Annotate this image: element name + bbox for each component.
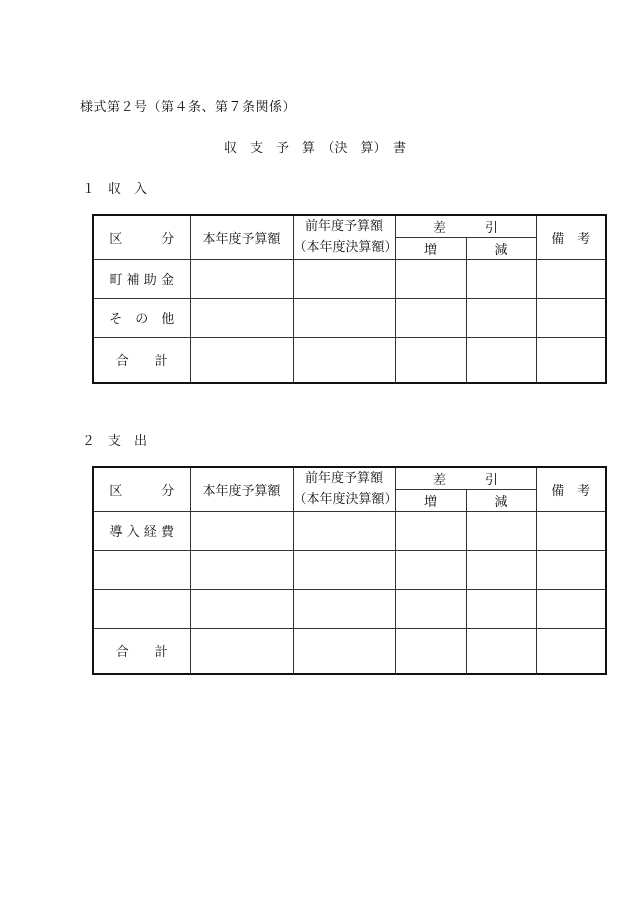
cell-remarks[interactable] (536, 550, 606, 589)
cell-decrease[interactable] (466, 550, 536, 589)
cell-increase[interactable] (395, 511, 466, 550)
cell-remarks[interactable] (536, 628, 606, 674)
cell-increase[interactable] (395, 628, 466, 674)
total-row (93, 628, 606, 674)
cell-remarks[interactable] (536, 511, 606, 550)
header-current-budget: 本年度予算額 (190, 467, 293, 511)
total-label: 合 計 (93, 337, 190, 383)
cell-previous-budget[interactable] (293, 337, 395, 383)
table-row (93, 298, 606, 337)
income-table (92, 214, 607, 384)
expense-table (92, 466, 607, 675)
table-row (93, 550, 606, 589)
cell-previous-budget[interactable] (293, 550, 395, 589)
table-row (93, 259, 606, 298)
row-category-label: 町 補 助 金 (93, 259, 190, 298)
cell-previous-budget[interactable] (293, 298, 395, 337)
header-increase: 増 (395, 237, 466, 259)
header-remarks: 備 考 (536, 467, 606, 511)
total-row (93, 337, 606, 383)
cell-increase[interactable] (395, 550, 466, 589)
total-label: 合 計 (93, 628, 190, 674)
cell-previous-budget[interactable] (293, 259, 395, 298)
cell-remarks[interactable] (536, 259, 606, 298)
cell-increase[interactable] (395, 298, 466, 337)
cell-decrease[interactable] (466, 259, 536, 298)
cell-current-budget[interactable] (190, 298, 293, 337)
header-previous-budget-line1: 前年度予算額 (304, 471, 383, 487)
header-previous-budget (293, 467, 398, 511)
income-section-label: １ 収 入 (82, 182, 148, 197)
header-difference: 差 引 (395, 215, 536, 237)
header-previous-budget-line2: （本年度決算額） (293, 240, 398, 256)
header-remarks: 備 考 (536, 215, 606, 259)
cell-decrease[interactable] (466, 337, 536, 383)
document-title: 収 支 予 算 （決 算） 書 (223, 141, 406, 156)
cell-current-budget[interactable] (190, 259, 293, 298)
header-difference: 差 引 (395, 467, 536, 489)
header-decrease: 減 (466, 489, 536, 511)
cell-decrease[interactable] (466, 628, 536, 674)
expense-section-label: ２ 支 出 (82, 434, 148, 449)
cell-remarks[interactable] (536, 589, 606, 628)
header-increase: 増 (395, 489, 466, 511)
cell-decrease[interactable] (466, 511, 536, 550)
cell-decrease[interactable] (466, 298, 536, 337)
header-category: 区 分 (93, 467, 190, 511)
header-previous-budget-line2: （本年度決算額） (293, 492, 398, 508)
table-row (93, 511, 606, 550)
header-previous-budget (293, 215, 398, 259)
row-category-label[interactable] (93, 589, 190, 628)
row-category-label: 導 入 経 費 (93, 511, 190, 550)
cell-previous-budget[interactable] (293, 511, 395, 550)
cell-current-budget[interactable] (190, 589, 293, 628)
header-previous-budget-line1: 前年度予算額 (304, 219, 383, 235)
header-category: 区 分 (93, 215, 190, 259)
row-category-label[interactable] (93, 550, 190, 589)
cell-decrease[interactable] (466, 589, 536, 628)
header-current-budget: 本年度予算額 (190, 215, 293, 259)
cell-increase[interactable] (395, 589, 466, 628)
cell-current-budget[interactable] (190, 628, 293, 674)
cell-remarks[interactable] (536, 337, 606, 383)
cell-current-budget[interactable] (190, 550, 293, 589)
cell-remarks[interactable] (536, 298, 606, 337)
table-row (93, 589, 606, 628)
header-decrease: 減 (466, 237, 536, 259)
cell-increase[interactable] (395, 337, 466, 383)
cell-previous-budget[interactable] (293, 628, 395, 674)
form-number-label: 様式第２号（第４条、第７条関係） (80, 100, 297, 115)
cell-current-budget[interactable] (190, 337, 293, 383)
cell-previous-budget[interactable] (293, 589, 395, 628)
cell-current-budget[interactable] (190, 511, 293, 550)
row-category-label: そ の 他 (93, 298, 190, 337)
cell-increase[interactable] (395, 259, 466, 298)
